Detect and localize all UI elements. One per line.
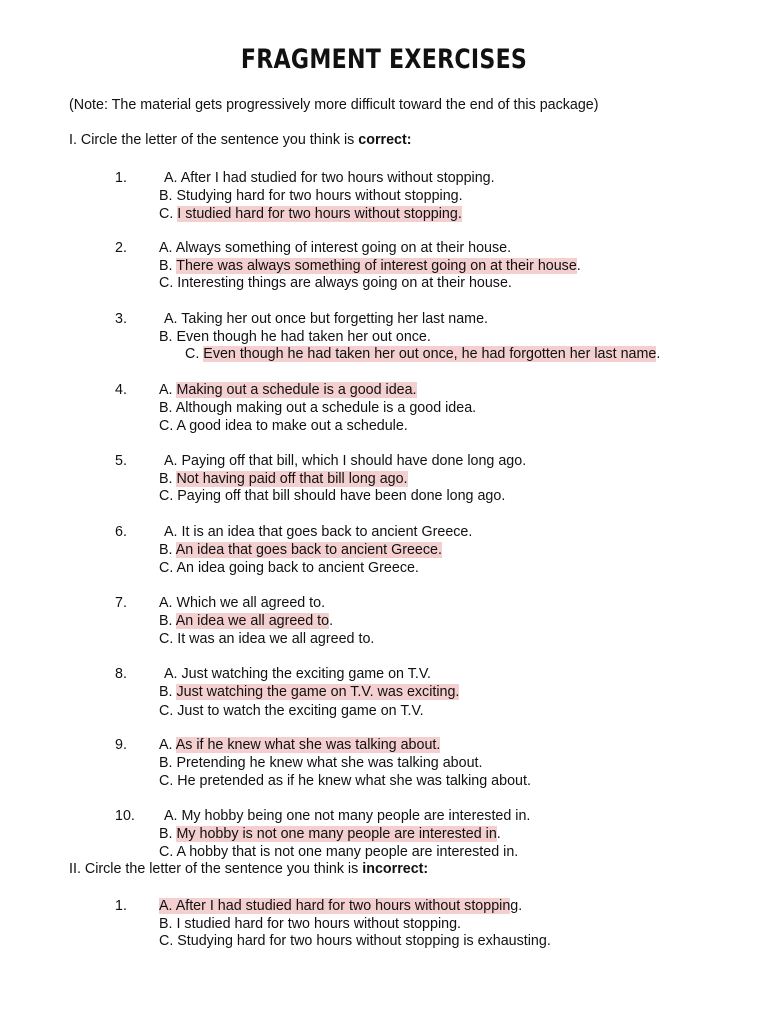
question-6-number: 6. [115, 524, 127, 540]
section-2-instruction [69, 861, 428, 878]
question-3-number: 3. [115, 311, 127, 327]
highlighted-answer: Not having paid off that bill long ago. [176, 471, 408, 487]
section-1-prefix: I. Circle the letter of the sentence you think is [69, 132, 359, 148]
option-letter: B. [159, 258, 177, 274]
question-1-option-a: A. After I had studied for two hours without stopping. [164, 170, 495, 186]
option-trailing: . [656, 346, 661, 362]
option-letter: C. [185, 346, 204, 362]
question-2-1-option-c: C. Studying hard for two hours without stopping is exhausting. [159, 933, 551, 949]
question-8-option-a: A. Just watching the exciting game on T.V. [164, 666, 432, 682]
question-4-option-c: C. A good idea to make out a schedule. [159, 418, 408, 434]
highlighted-answer: As if he knew what she was talking about. [175, 737, 441, 753]
highlighted-answer: Making out a schedule is a good idea. [176, 382, 417, 398]
question-7-number: 7. [115, 595, 127, 611]
question-2-number: 2. [115, 240, 127, 256]
question-5-option-b [159, 471, 408, 488]
highlighted-answer: My hobby is not one many people are interested in [176, 826, 497, 842]
question-6-option-a: A. It is an idea that goes back to ancient Greece. [164, 524, 473, 540]
question-5-option-c: C. Paying off that bill should have been done long ago. [159, 488, 506, 504]
question-2-1-number: 1. [115, 898, 127, 914]
question-10-option-b [159, 826, 501, 843]
highlighted-answer: A. After I had studied hard for two hours without stoppin [159, 898, 511, 914]
question-9-number: 9. [115, 737, 127, 753]
highlighted-answer: An idea we all agreed to [175, 613, 330, 629]
question-5-option-a: A. Paying off that bill, which I should have done long ago. [164, 453, 527, 469]
question-7-option-c: C. It was an idea we all agreed to. [159, 631, 375, 647]
option-letter: B. [159, 613, 176, 629]
highlighted-answer: I studied hard for two hours without stopping. [177, 206, 462, 222]
section-2-emphasis: incorrect: [362, 861, 429, 877]
option-letter: A. [159, 737, 176, 753]
question-8-option-c: C. Just to watch the exciting game on T.V. [159, 703, 424, 719]
section-2-prefix: II. Circle the letter of the sentence you think is [69, 861, 363, 877]
question-4-option-a [159, 382, 417, 399]
option-trailing: . [496, 826, 501, 842]
option-trailing: . [576, 258, 581, 274]
highlighted-answer: There was always something of interest going on at their house [176, 258, 577, 274]
question-9-option-b: B. Pretending he knew what she was talking about. [159, 755, 483, 771]
option-trailing: g. [510, 898, 523, 914]
option-letter: A. [159, 382, 177, 398]
question-5-number: 5. [115, 453, 127, 469]
option-letter: B. [159, 542, 176, 558]
section-1-emphasis: correct: [358, 132, 412, 148]
highlighted-answer: An idea that goes back to ancient Greece. [175, 542, 442, 558]
question-10-number: 10. [115, 808, 135, 824]
page-title: FRAGMENT EXERCISES [240, 44, 528, 75]
question-3-option-c [185, 346, 660, 363]
option-letter: B. [159, 826, 177, 842]
highlighted-answer: Just watching the game on T.V. was exciting. [176, 684, 460, 700]
question-3-option-b: B. Even though he had taken her out once. [159, 329, 431, 345]
question-2-option-b [159, 258, 581, 275]
question-7-option-b [159, 613, 333, 630]
question-4-number: 4. [115, 382, 127, 398]
note-text: (Note: The material gets progressively more difficult toward the end of this package) [69, 97, 599, 113]
question-7-option-a: A. Which we all agreed to. [159, 595, 326, 611]
question-8-option-b [159, 684, 459, 701]
question-1-number: 1. [115, 170, 127, 186]
section-1-instruction [69, 132, 412, 149]
option-trailing: . [329, 613, 334, 629]
option-letter: B. [159, 471, 177, 487]
question-6-option-c: C. An idea going back to ancient Greece. [159, 560, 419, 576]
question-6-option-b [159, 542, 442, 559]
question-10-option-c: C. A hobby that is not one many people are interested in. [159, 844, 519, 860]
highlighted-answer: Even though he had taken her out once, he had forgotten her last name [203, 346, 657, 362]
question-10-option-a: A. My hobby being one not many people are interested in. [164, 808, 531, 824]
question-2-1-option-b: B. I studied hard for two hours without stopping. [159, 916, 461, 932]
question-9-option-c: C. He pretended as if he knew what she was talking about. [159, 773, 531, 789]
question-2-option-c: C. Interesting things are always going on at their house. [159, 275, 512, 291]
question-8-number: 8. [115, 666, 127, 682]
question-9-option-a [159, 737, 440, 754]
question-2-option-a: A. Always something of interest going on at their house. [159, 240, 512, 256]
question-3-option-a: A. Taking her out once but forgetting her last name. [164, 311, 488, 327]
option-letter: B. [159, 684, 177, 700]
question-1-option-c [159, 206, 462, 223]
question-1-option-b: B. Studying hard for two hours without stopping. [159, 188, 463, 204]
question-2-1-option-a [159, 898, 522, 915]
option-letter: C. [159, 206, 178, 222]
question-4-option-b: B. Although making out a schedule is a good idea. [159, 400, 477, 416]
